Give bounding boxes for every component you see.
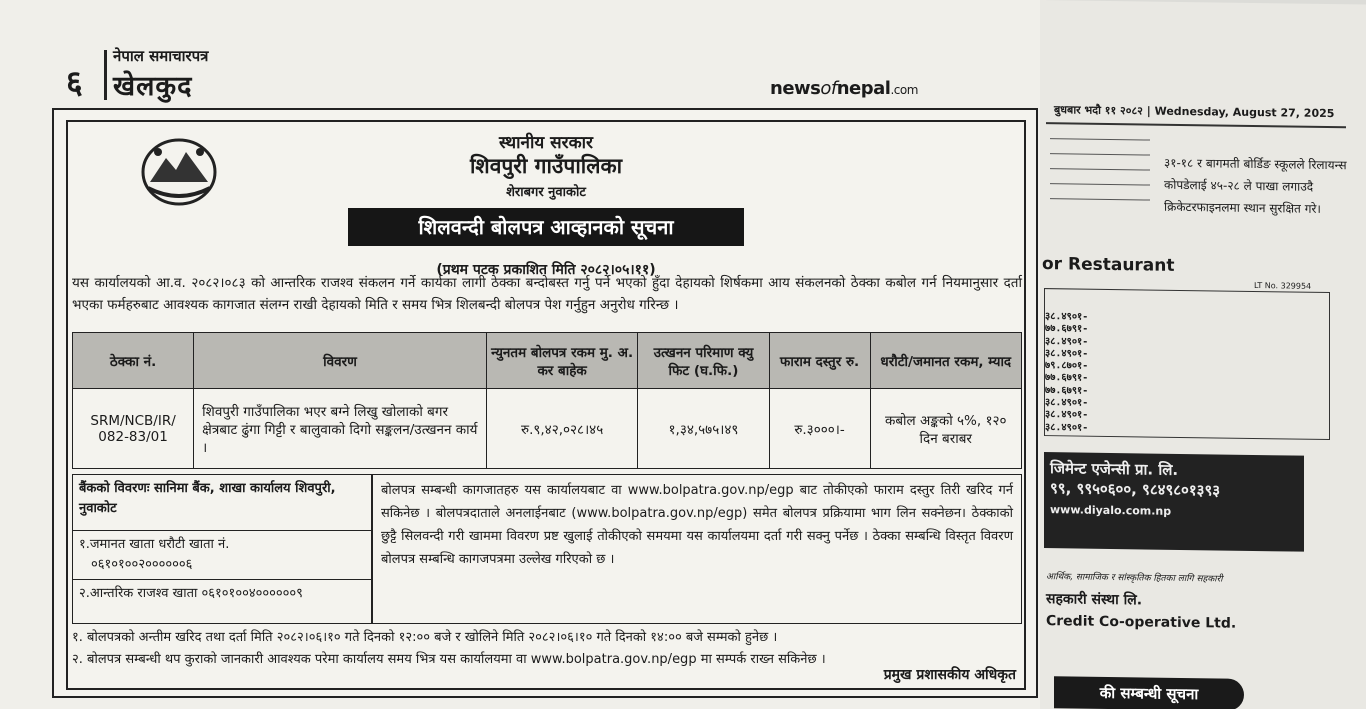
municipality-name: शिवपुरी गाउँपालिका xyxy=(469,154,623,178)
municipality-location: शेराबगर नुवाकोट xyxy=(506,185,586,200)
tender-table xyxy=(72,332,1022,469)
site-logo: newsofnepal.com xyxy=(770,78,918,99)
page-number: ६ xyxy=(66,63,83,101)
note-1: १. बोलपत्रको अन्तीम खरिद तथा दर्ता मिति २०८२।०६।१० गते दिनको १२:०० बजे र खोलिने मिति २०८२।०६।१० गते दिनको १४:०० बजे सम्मको हुनेछ । xyxy=(72,630,778,645)
news-snippet: ३१-१८ र बागमती बोर्डिङ स्कूलले रिलायन्स कोपडेलाई ४५-२८ ले पाखा लगाउदै क्रिकेटरफाइनलमा स्थान सुरक्षित गरे। xyxy=(1164,155,1347,216)
revenue-account: २.आन्तरिक राजश्व खाता ०६१०१००४००००००९ xyxy=(79,586,303,601)
date-rule xyxy=(1046,122,1346,128)
form-fee: रु.३०००।- xyxy=(769,389,870,469)
description: शिवपुरी गाउँपालिका भएर बग्ने लिखु खोलाको बगर क्षेत्रबाट ढुंगा गिट्टी र बालुवाको दिगो सङ्कलन/उत्खनन कार्य । xyxy=(194,389,487,469)
procurement-info: बोलपत्र सम्बन्धी कागजातहरु यस कार्यालयबाट वा www.bolpatra.gov.np/egp बाट तोकीएको फाराम दस्तुर तिरी खरिद गर्न सकिनेछ । बोलपत्रदाताले अनलाईनबाट (www.bolpatra.gov.np/egp) समेत बोलपत्र प्रक्रियामा भाग लिन सक्नेछन। ठेक्काको छुट्टै सिलवन्दी गरी खाममा विवरण प्रष्ट खुलाई तोकीएको समयमा यस कार्यालयमा दर्ता गरी सक्नु पर्नेछ । ठेक्का सम्बन्धि विस्तृत विवरण बोलपत्र सम्बन्धि कागजपत्रमा उल्लेख गरिएको छ । xyxy=(372,474,1022,624)
bank-details xyxy=(72,474,372,624)
intro-paragraph: यस कार्यालयको आ.व. २०८२।०८३ को आन्तरिक राजश्व संकलन गर्ने कार्यका लागी ठेक्का बन्दोबस्त गर्नु पर्ने भएको हुँदा देहायको शिर्षकमा आय संकलनको ठेक्का कबोल गर्न नियमानुसार दर्ता भएका फर्महरुबाट आवश्यक कागजात संलग्न राखी देहायको मिति र समय भित्र शिलबन्दी बोलपत्र पेश गर्नुहुन अनुरोध गरिन्छ । xyxy=(72,275,1022,313)
restaurant-table xyxy=(1044,288,1330,440)
newspaper-name: नेपाल समाचारपत्र xyxy=(113,47,209,65)
section-name: खेलकुद xyxy=(113,71,193,102)
note-2: २. बोलपत्र सम्बन्धी थप कुराको जानकारी आवश्यक परेमा कार्यालय समय भित्र यस कार्यालयमा वा www.bolpatra.gov.np/egp मा सम्पर्क राख्न सकिनेछ । xyxy=(72,652,826,667)
restaurant-ad-title: or Restaurant xyxy=(1042,254,1175,276)
notes xyxy=(72,627,1022,671)
gov-level: स्थानीय सरकार xyxy=(498,133,593,153)
notice-frame xyxy=(52,108,1038,698)
deposit-account: १.जमानत खाता धरौटी खाता नं. ०६१०१००२००००००६ xyxy=(73,531,371,580)
notice-title: शिलवन्दी बोलपत्र आव्हानको सूचना xyxy=(348,208,744,246)
min-bid: रु.९,४२,०२८।४५ xyxy=(486,389,637,469)
signer: प्रमुख प्रशासकीय अधिकृत xyxy=(883,667,1016,683)
value-column: ३८.४९०१- ७७.६७९१- ३८.४९०१- ३८.४९०१- ७९.८७०१- ७७.६७९१- ७७.६७९१- ३८.४९०१- ३८.४९०१- ३८.४९०१- xyxy=(1045,311,1089,434)
coop-ad: आर्थिक, सामाजिक र सांस्कृतिक हितका लागि सहकारी सहकारी संस्था लि. Credit Co-operative Ltd. xyxy=(1046,572,1237,632)
news-snippet-fragment xyxy=(1050,132,1150,200)
col-min-bid: न्युनतम बोलपत्र रकम मु. अ. कर बाहेक xyxy=(486,333,637,389)
bank-title: बैंकको विवरणः सानिमा बैंक, शाखा कार्यालय शिवपुरी, नुवाकोट xyxy=(73,475,371,531)
col-description: विवरण xyxy=(194,333,487,389)
lt-number: LT No. 329954 xyxy=(1254,280,1312,291)
table-header-row xyxy=(73,333,1022,389)
agency-ad: जिमेन्ट एजेन्सी प्रा. लि. ९९, ९९५०६००, ९८४९८०१३९३ www.diyalo.com.np xyxy=(1044,452,1304,552)
table-row xyxy=(73,389,1022,469)
col-contract-no: ठेक्का नं. xyxy=(73,333,194,389)
page-date: बुधबार भदौ ११ २०८२ | Wednesday, August 27, 2025 xyxy=(1054,103,1335,121)
header-divider xyxy=(104,50,107,100)
contract-no: SRM/NCB/IR/ 082-83/01 xyxy=(73,389,194,469)
col-form-fee: फाराम दस्तुर रु. xyxy=(769,333,870,389)
col-deposit: धरौटी/जमानत रकम, म्याद xyxy=(870,333,1021,389)
newspaper-page-right xyxy=(1040,0,1366,709)
deposit: कबोल अङ्कको ५%, १२० दिन बराबर xyxy=(870,389,1021,469)
col-quantity: उत्खनन परिमाण क्यु फिट (घ.फि.) xyxy=(638,333,769,389)
notice-content xyxy=(66,120,1026,690)
publish-date: (प्रथम पटक प्रकाशित मिति २०८२।०५।११) xyxy=(436,262,656,278)
quantity: १,३४,५७५।४९ xyxy=(638,389,769,469)
coop-notice-title: की सम्बन्धी सूचना xyxy=(1054,676,1244,709)
